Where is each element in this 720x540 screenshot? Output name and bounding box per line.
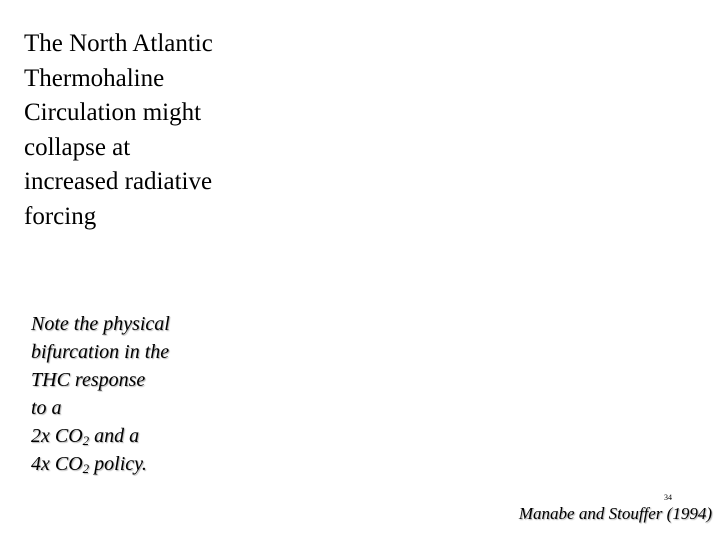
note-line-co2-quadrupling [31,450,231,478]
main-statement-line: forcing [24,202,97,230]
note-text: policy. [89,453,147,475]
subscript: 2 [82,461,90,476]
note-line: THC response [31,369,146,391]
note-text: 2x CO [31,425,83,447]
note-line: bifurcation in the [31,341,170,363]
note-line: Note the physical [31,313,170,335]
main-statement-line: The North Atlantic [24,30,213,57]
slide-number: 34 [664,493,672,502]
main-statement [24,27,264,234]
note-line-co2-doubling [31,422,231,450]
main-statement-line: Circulation might [24,99,202,126]
main-statement-line: collapse at [24,133,131,161]
main-statement-line: increased radiative [24,168,213,195]
bifurcation-note [31,310,231,478]
citation: Manabe and Stouffer (1994) [518,504,712,523]
note-text: 4x CO [31,453,83,475]
main-statement-line: Thermohaline [24,64,165,92]
note-line: to a [31,397,62,419]
subscript: 2 [82,433,90,448]
note-text: and a [89,425,140,447]
